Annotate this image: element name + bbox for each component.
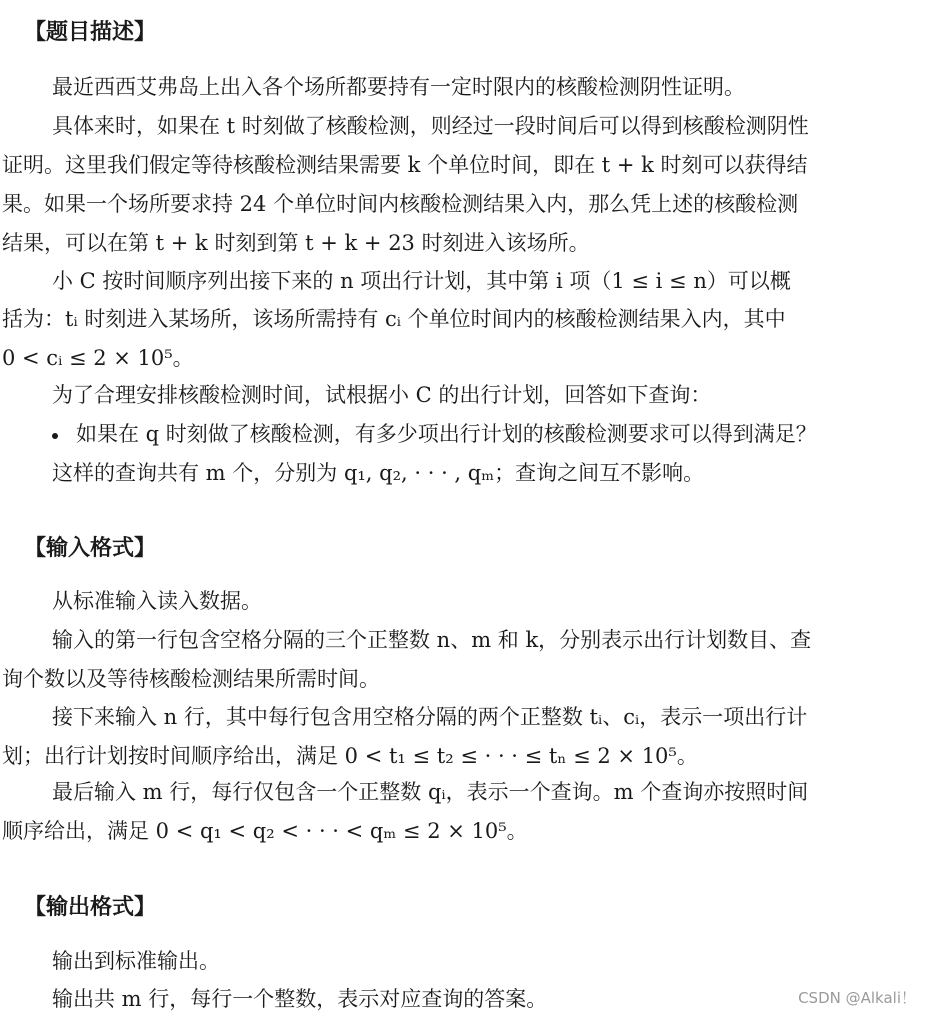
input-line-1: 从标准输入读入数据。 <box>52 589 262 613</box>
input-line-4: 接下来输入 n 行，其中每行包含用空格分隔的两个正整数 tᵢ、cᵢ，表示一项出行计 <box>52 705 808 729</box>
description-line-11: 这样的查询共有 m 个，分别为 q₁, q₂, · · · , qₘ；查询之间互不影响。 <box>52 461 705 485</box>
input-format-heading: 【输入格式】 <box>24 536 157 561</box>
problem-description-heading: 【题目描述】 <box>24 20 157 45</box>
description-line-1: 最近西西艾弗岛上出入各个场所都要持有一定时限内的核酸检测阴性证明。 <box>52 75 745 99</box>
description-line-7: 括为：tᵢ 时刻进入某场所，该场所需持有 cᵢ 个单位时间内的核酸检测结果入内，其中 <box>2 307 786 331</box>
input-line-2: 输入的第一行包含空格分隔的三个正整数 n、m 和 k，分别表示出行计划数目、查 <box>52 628 812 652</box>
input-line-7: 顺序给出，满足 0 < q₁ < q₂ < · · · < qₘ ≤ 2 × 10⁵。 <box>2 819 528 843</box>
description-line-6: 小 C 按时间顺序列出接下来的 n 项出行计划，其中第 i 项（1 ≤ i ≤ n）可以概 <box>52 269 791 293</box>
watermark: CSDN @Alkali！ <box>798 989 916 1007</box>
bullet-point <box>52 433 58 439</box>
description-line-9: 为了合理安排核酸检测时间，试根据小 C 的出行计划，回答如下查询： <box>52 383 712 407</box>
output-line-2: 输出共 m 行，每行一个整数，表示对应查询的答案。 <box>52 987 548 1011</box>
description-line-4: 果。如果一个场所要求持 24 个单位时间内核酸检测结果入内，那么凭上述的核酸检测 <box>2 192 799 216</box>
description-line-8: 0 < cᵢ ≤ 2 × 10⁵。 <box>2 346 194 370</box>
description-line-5: 结果，可以在第 t + k 时刻到第 t + k + 23 时刻进入该场所。 <box>2 231 590 255</box>
description-bullet-line: 如果在 q 时刻做了核酸检测，有多少项出行计划的核酸检测要求可以得到满足？ <box>76 422 817 446</box>
output-line-1: 输出到标准输出。 <box>52 949 220 973</box>
input-line-5: 划；出行计划按时间顺序给出，满足 0 < t₁ ≤ t₂ ≤ · · · ≤ tₙ ≤ 2 × 10⁵。 <box>2 744 698 768</box>
description-line-2: 具体来时，如果在 t 时刻做了核酸检测，则经过一段时间后可以得到核酸检测阴性 <box>52 114 809 138</box>
input-line-3: 询个数以及等待核酸检测结果所需时间。 <box>2 667 380 691</box>
description-line-3: 证明。这里我们假定等待核酸检测结果需要 k 个单位时间，即在 t + k 时刻可以获得结 <box>2 153 808 177</box>
output-format-heading: 【输出格式】 <box>24 895 157 920</box>
input-line-6: 最后输入 m 行，每行仅包含一个正整数 qᵢ，表示一个查询。m 个查询亦按照时间 <box>52 780 809 804</box>
